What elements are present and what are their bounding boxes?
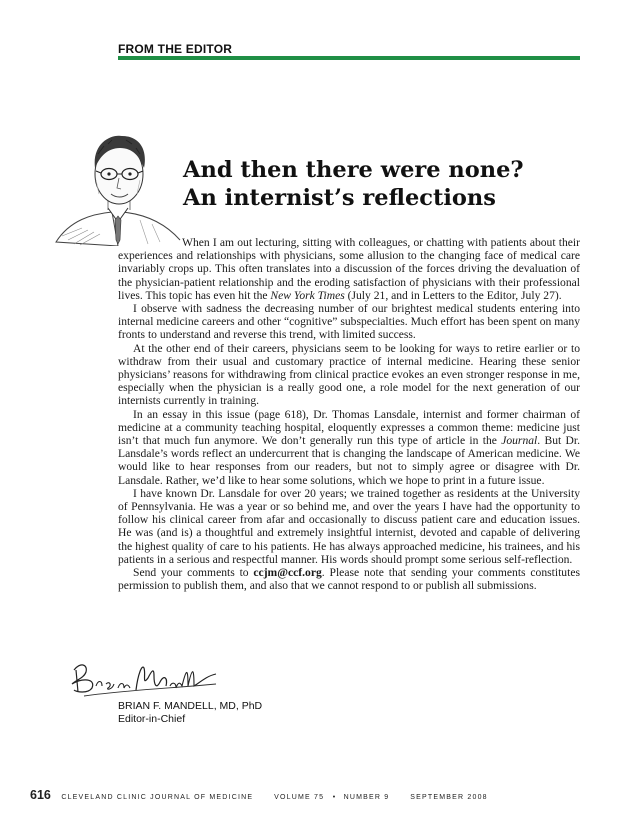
issue-date: SEPTEMBER 2008 (410, 794, 488, 801)
newspaper-title: New York Times (270, 288, 345, 302)
journal-name: Journal (501, 434, 538, 448)
paragraph-6: Send your comments to ccjm@ccf.org. Please note that sending your comments constitutes permission to publish them, and also that we cannot respond to or publish all submissions. (118, 566, 580, 593)
bullet-separator: • (332, 794, 336, 801)
paragraph-5: I have known Dr. Lansdale for over 20 years; we trained together as residents at the University of Pennsylvania. He was a year or so behind me, and over the years I have had the opportunity to follow his clinical career from afar and occasionally to discuss patient care and education issues. He was (and is) a thoughtful and extremely insightful internist, devoted and capable of delivering the highest quality of care to his patients. He has always approached medicine, his trainees, and his patients in a serious and respectful manner. His words should prompt some serious self-reflection. (118, 486, 580, 566)
handwritten-signature (66, 656, 226, 700)
journal-name-footer: CLEVELAND CLINIC JOURNAL OF MEDICINE (61, 794, 254, 801)
editor-name: BRIAN F. MANDELL, MD, PhD (118, 700, 263, 712)
paragraph-3: At the other end of their careers, physicians seem to be looking for ways to retire earlier or to withdraw from their usual and customary practice of internal medicine. Hearing these senior physicians’ reasons for withdrawing from clinical practice evokes an even stronger response in me, especially when the physician is a really good one, a role model for the next generation of our internists currently in training. (118, 341, 580, 408)
article-body (118, 236, 580, 592)
title-line-2: An internist’s reflections (183, 185, 496, 211)
paragraph-1: When I am out lecturing, sitting with colleagues, or chatting with patients about their experiences and relationships with physicians, some allusion to the changing face of medical care invariably crops up. This often translates into a discussion of the forces driving the devaluation of the physician-patient relationship and the eroding satisfaction of physicians with their professional lives. This topic has even hit the New York Times (July 21, and in Letters to the Editor, July 27). (118, 236, 580, 302)
issue-number: NUMBER 9 (343, 794, 390, 801)
paragraph-2: I observe with sadness the decreasing number of our brightest medical students entering into internal medicine careers and other “cognitive” subspecialties. Much effort has been spent on many fronts to understand and reverse this trend, with limited success. (118, 302, 580, 342)
paragraph-4: In an essay in this issue (page 618), Dr. Thomas Lansdale, internist and former chairman of medicine at a community teaching hospital, eloquently expresses a common theme: medicine just isn’t that much fun anymore. We don’t generally run this type of article in the Journal. But Dr. Lansdale’s words reflect an undercurrent that is changing the landscape of American medicine. We would like to hear responses from our readers, but not to simply agree or disagree with Dr. Lansdale. Rather, we’d like to hear some solutions, which we hope to print in a future issue. (118, 407, 580, 487)
page-footer (30, 786, 590, 804)
article-title (183, 156, 583, 212)
editor-title: Editor-in-Chief (118, 713, 186, 725)
title-line-1: And then there were none? (183, 157, 524, 183)
section-label: FROM THE EDITOR (118, 42, 233, 56)
page-number: 616 (30, 788, 51, 802)
email-link[interactable]: ccjm@ccf.org (253, 566, 322, 580)
volume: VOLUME 75 (274, 794, 325, 801)
editor-portrait-illustration (52, 124, 182, 246)
header-rule (118, 56, 580, 60)
